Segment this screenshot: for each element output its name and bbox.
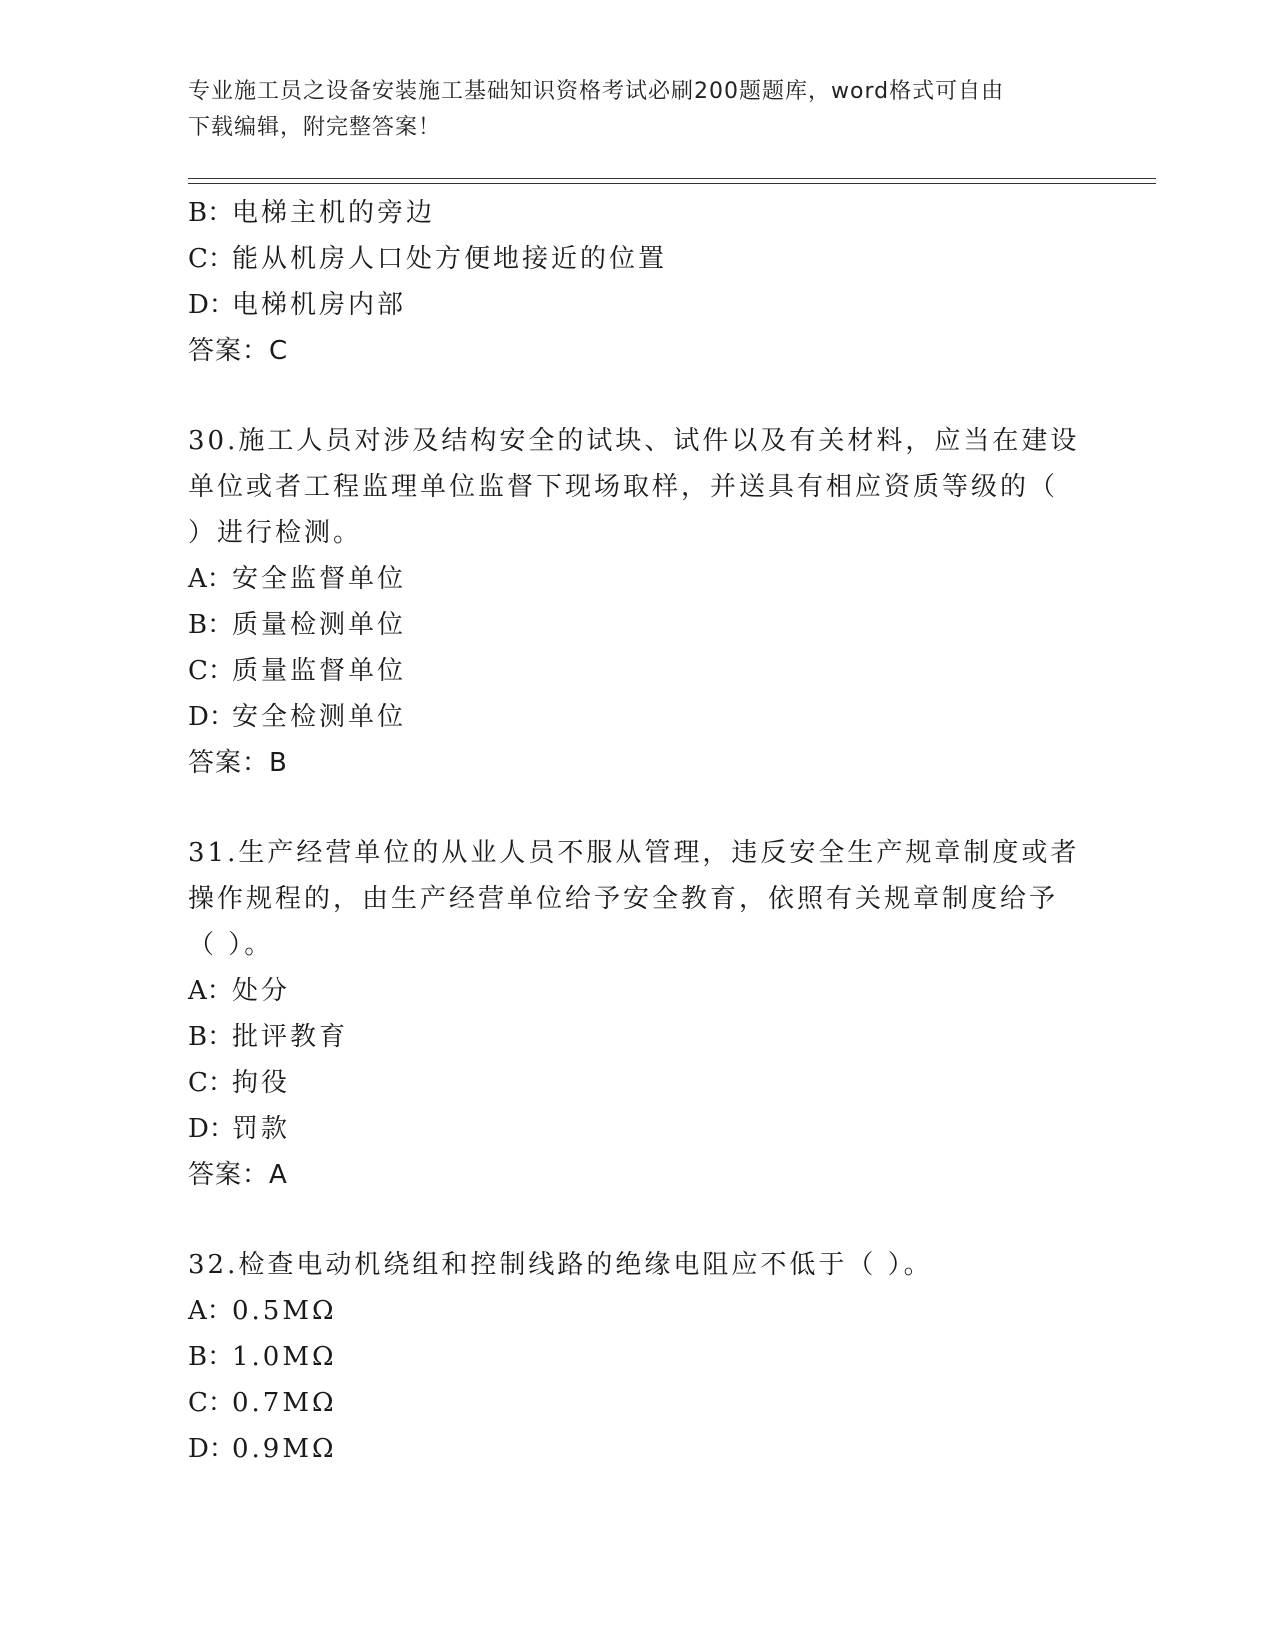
option-text: 质量检测单位 [232, 610, 407, 640]
option-text: 0.7MΩ [232, 1388, 337, 1418]
question-stem [188, 418, 1088, 556]
option-letter: D： [188, 1434, 235, 1464]
question-32 [188, 1242, 1088, 1472]
option-b [188, 1334, 1088, 1380]
option-letter: C： [188, 656, 234, 686]
stem-line: 单位或者工程监理单位监督下现场取样，并送具有相应资质等级的（ [188, 472, 1059, 502]
option-text: 电梯主机的旁边 [232, 198, 436, 228]
option-text: 质量监督单位 [232, 656, 407, 686]
option-text: 能从机房人口处方便地接近的位置 [232, 244, 668, 274]
option-letter: B： [188, 610, 234, 640]
option-text: 批评教育 [232, 1022, 349, 1052]
option-text: 1.0MΩ [232, 1342, 337, 1372]
option-letter: D： [188, 290, 235, 320]
option-a [188, 556, 1088, 602]
option-letter: B： [188, 1022, 234, 1052]
option-d [188, 1426, 1088, 1472]
option-letter: C： [188, 1068, 234, 1098]
option-a [188, 1288, 1088, 1334]
stem-line: 31.生产经营单位的从业人员不服从管理，违反安全生产规章制度或者 [188, 838, 1080, 868]
document-header [188, 74, 1088, 146]
stem-line: ）进行检测。 [188, 518, 363, 548]
option-text: 拘役 [232, 1068, 291, 1098]
option-c [188, 1060, 1088, 1106]
answer: 答案：A [188, 1160, 288, 1190]
option-d [188, 694, 1088, 740]
option-letter: D： [188, 1114, 235, 1144]
answer: 答案：C [188, 336, 289, 366]
option-text: 0.9MΩ [232, 1434, 337, 1464]
question-30 [188, 418, 1088, 786]
stem-line: 32.检查电动机绕组和控制线路的绝缘电阻应不低于（ ）。 [188, 1250, 933, 1280]
question-stem [188, 1242, 1088, 1288]
header-rule-bottom [188, 183, 1156, 184]
option-text: 罚款 [232, 1114, 291, 1144]
option-b [188, 190, 1088, 236]
option-letter: A： [188, 1296, 233, 1326]
stem-line: （ ）。 [188, 930, 274, 960]
stem-line: 操作规程的，由生产经营单位给予安全教育，依照有关规章制度给予 [188, 884, 1059, 914]
option-c [188, 1380, 1088, 1426]
question-29-continued [188, 190, 1088, 374]
option-text: 处分 [232, 976, 291, 1006]
option-letter: B： [188, 198, 234, 228]
option-b [188, 602, 1088, 648]
option-letter: C： [188, 1388, 234, 1418]
option-d [188, 1106, 1088, 1152]
option-b [188, 1014, 1088, 1060]
header-rule-top [188, 178, 1156, 179]
option-d [188, 282, 1088, 328]
option-text: 电梯机房内部 [232, 290, 407, 320]
header-line-2: 下载编辑，附完整答案！ [188, 115, 442, 140]
option-c [188, 236, 1088, 282]
option-c [188, 648, 1088, 694]
option-text: 0.5MΩ [232, 1296, 337, 1326]
option-letter: D： [188, 702, 235, 732]
answer: 答案：B [188, 748, 288, 778]
option-letter: A： [188, 976, 233, 1006]
option-text: 安全监督单位 [232, 564, 407, 594]
document-body [188, 190, 1088, 1472]
option-letter: C： [188, 244, 234, 274]
option-text: 安全检测单位 [232, 702, 407, 732]
option-letter: A： [188, 564, 233, 594]
option-a [188, 968, 1088, 1014]
option-letter: B： [188, 1342, 234, 1372]
stem-line: 30.施工人员对涉及结构安全的试块、试件以及有关材料，应当在建设 [188, 426, 1080, 456]
question-31 [188, 830, 1088, 1198]
header-line-1: 专业施工员之设备安装施工基础知识资格考试必刷200题题库，word格式可自由 [188, 79, 1005, 104]
question-stem [188, 830, 1088, 968]
